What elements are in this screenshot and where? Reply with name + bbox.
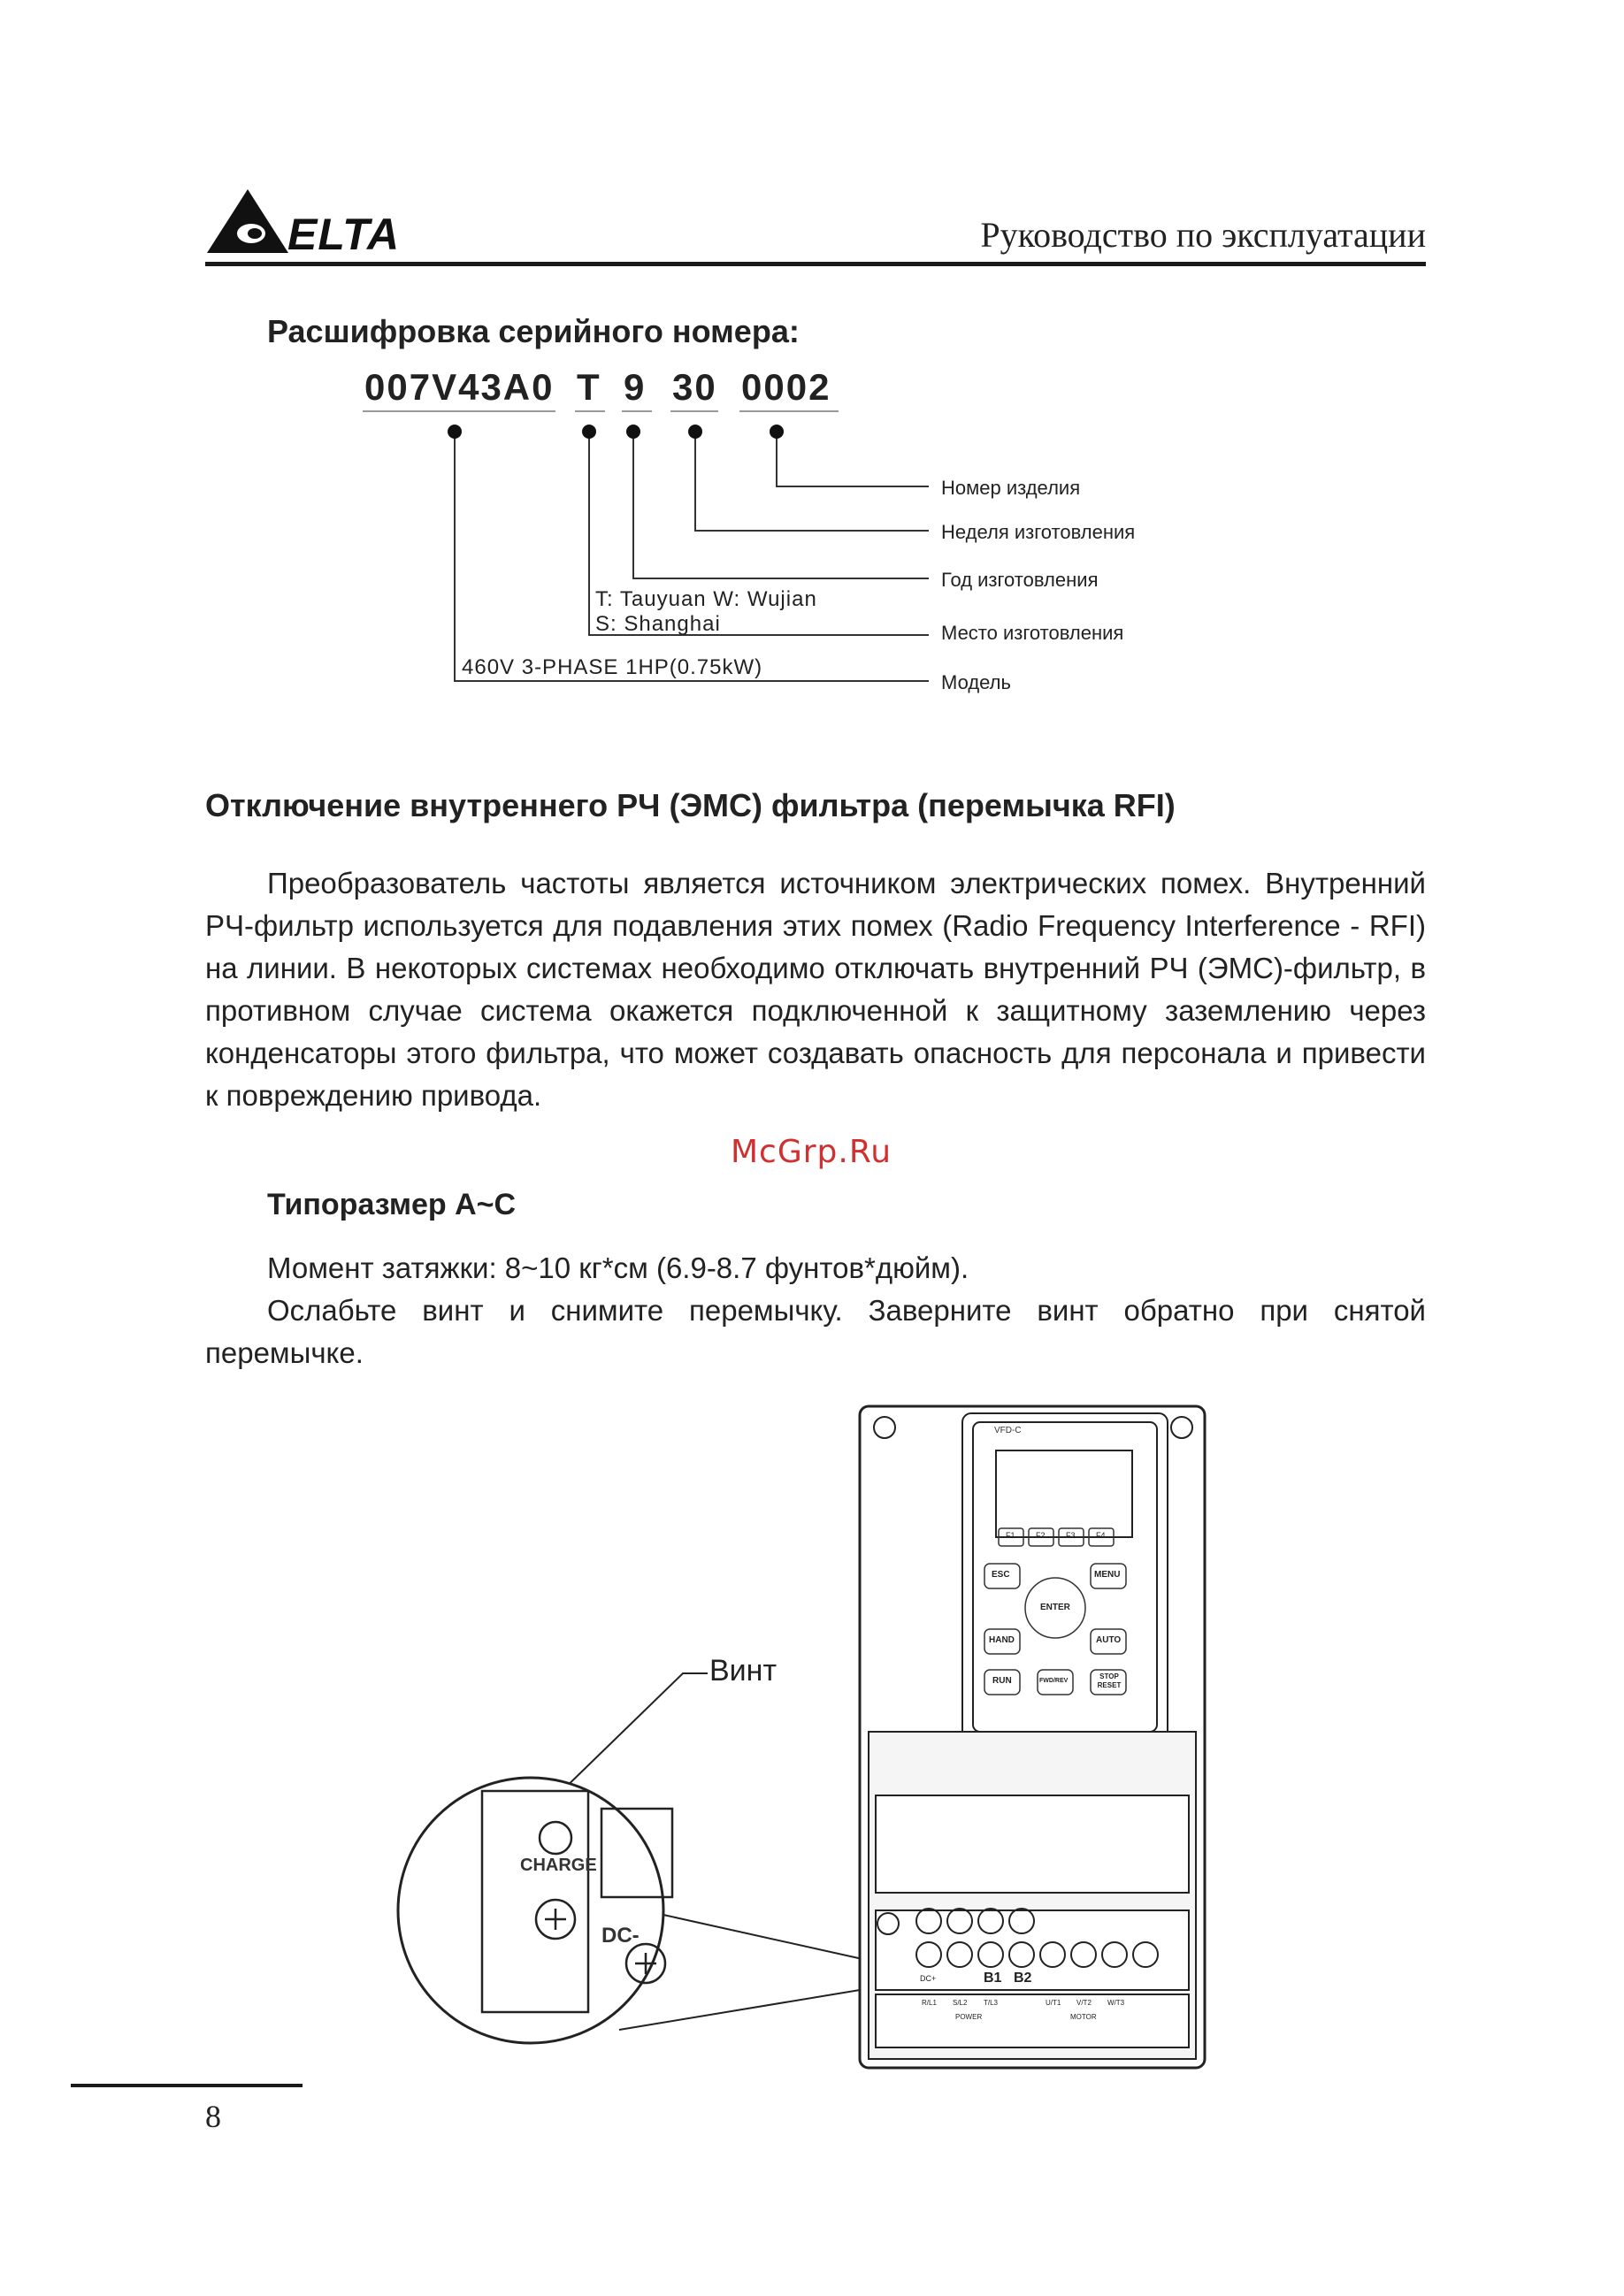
code-week: 30 xyxy=(672,366,717,408)
footer-rule xyxy=(71,2084,303,2087)
terminal-label-dcp: DC+ xyxy=(920,1974,937,1983)
place-values-line1: T: Tauyuan W: Wujian xyxy=(595,587,817,611)
terminal-label-b1: B1 xyxy=(984,1971,1002,1986)
watermark: McGrp.Ru xyxy=(731,1134,892,1170)
terminal-r: R/L1 xyxy=(922,1999,937,2007)
key-f3: F3 xyxy=(1066,1531,1076,1540)
terminal-w: W/T3 xyxy=(1107,1999,1125,2007)
code-place: T xyxy=(577,366,601,408)
key-auto: AUTO xyxy=(1096,1635,1122,1645)
motor-label: MOTOR xyxy=(1070,2013,1097,2021)
key-run: RUN xyxy=(992,1676,1012,1686)
label-item-number: Номер изделия xyxy=(941,477,1081,499)
key-esc: ESC xyxy=(992,1570,1010,1580)
instruction-text: Ослабьте винт и снимите перемычку. Заверните винт обратно при снятой перемычке. xyxy=(205,1294,1426,1369)
key-hand: HAND xyxy=(989,1635,1015,1645)
dc-label: DC- xyxy=(601,1924,640,1948)
screw-callout-label: Винт xyxy=(709,1654,778,1688)
key-stop-reset: STOP RESET xyxy=(1097,1672,1122,1689)
code-item: 0002 xyxy=(741,366,831,408)
place-values-line2: S: Shanghai xyxy=(595,612,721,636)
label-week: Неделя изготовления xyxy=(941,521,1136,543)
code-model: 007V43A0 xyxy=(364,366,555,408)
terminal-t: T/L3 xyxy=(984,1999,999,2007)
code-year: 9 xyxy=(624,366,647,408)
terminal-label-b2: B2 xyxy=(1014,1971,1032,1986)
charge-label: CHARGE xyxy=(520,1856,597,1875)
page-number: 8 xyxy=(205,2099,221,2134)
frame-size-heading: Типоразмер A~C xyxy=(267,1188,517,1221)
torque-text: Момент затяжки: 8~10 кг*см (6.9-8.7 фунтов*дюйм). xyxy=(267,1251,969,1284)
key-enter: ENTER xyxy=(1040,1603,1070,1612)
brand-name: ELTA xyxy=(287,210,401,259)
label-year: Год изготовления xyxy=(941,569,1099,591)
power-label: POWER xyxy=(955,2013,983,2021)
terminal-u: U/T1 xyxy=(1046,1999,1061,2007)
terminal-v: V/T2 xyxy=(1076,1999,1092,2007)
label-place: Место изготовления xyxy=(941,622,1124,644)
label-model: Модель xyxy=(941,671,1011,693)
key-f2: F2 xyxy=(1036,1531,1046,1540)
rfi-heading: Отключение внутреннего РЧ (ЭМС) фильтра (перемычка RFI) xyxy=(205,787,1176,823)
key-f4: F4 xyxy=(1096,1531,1106,1540)
model-value: 460V 3-PHASE 1HP(0.75kW) xyxy=(462,655,763,679)
serial-heading: Расшифровка серийного номера: xyxy=(267,313,800,349)
document-title: Руководство по эксплуатации xyxy=(980,215,1426,255)
rfi-paragraph: Преобразователь частоты является источником электрических помех. Внутренний РЧ-фильтр используется для подавления этих помех (Radio Frequency Interference - RFI) на линии. В некоторых системах необходимо отключать внутренний РЧ (ЭМС)-фильтр, в противном случае система окажется подключенной к защитному заземлению через конденсаторы этого фильтра, что может создавать опасность для персонала и привести к повреждению привода. xyxy=(205,867,1426,1112)
key-f1: F1 xyxy=(1006,1531,1015,1540)
keypad-brand: VFD-C xyxy=(994,1426,1022,1435)
key-menu: MENU xyxy=(1094,1570,1121,1580)
key-fwd-rev: FWD/REV xyxy=(1039,1678,1069,1684)
terminal-s: S/L2 xyxy=(953,1999,968,2007)
